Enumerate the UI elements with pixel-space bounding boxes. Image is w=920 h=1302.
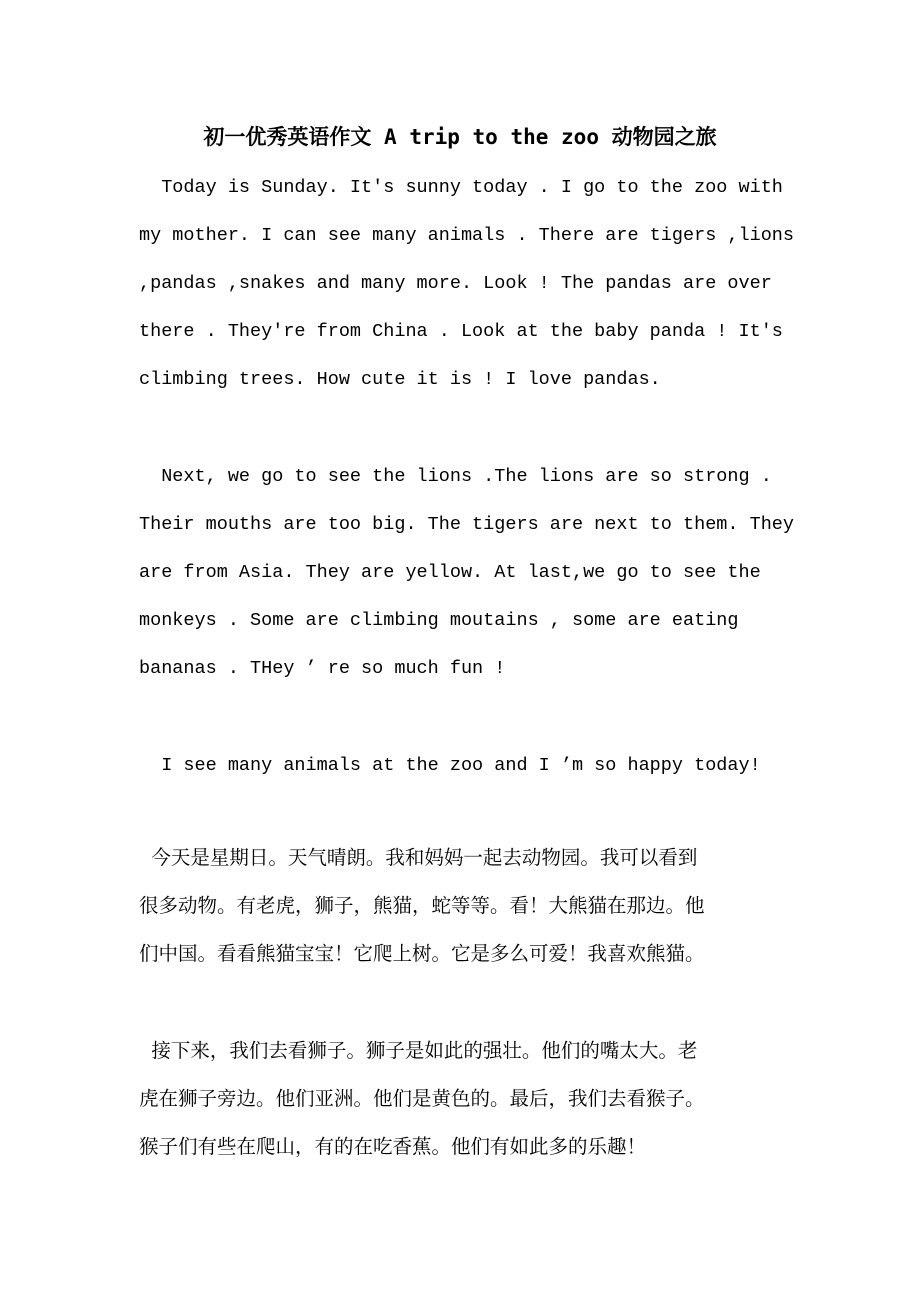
paragraph-line: Today is Sunday. It's sunny today . I go to the zoo with: [139, 177, 783, 198]
paragraph-line: ,pandas ,snakes and many more. Look ! The pandas are over: [139, 273, 772, 294]
paragraph-line: 接下来，我们去看狮子。狮子是如此的强壮。他们的嘴太大。老: [139, 1039, 698, 1062]
paragraph-line: bananas . THey ’ re so much fun !: [139, 658, 506, 679]
paragraph-line: climbing trees. How cute it is ! I love pandas.: [139, 369, 661, 390]
paragraph-line: 很多动物。有老虎，狮子，熊猫，蛇等等。看！大熊猫在那边。他: [139, 894, 705, 917]
paragraph-line: 虎在狮子旁边。他们亚洲。他们是黄色的。最后，我们去看猴子。: [139, 1087, 705, 1110]
paragraph-line: there . They're from China . Look at the baby panda ! It's: [139, 321, 783, 342]
document-title: 初一优秀英语作文 A trip to the zoo 动物园之旅: [203, 125, 717, 149]
paragraph-line: are from Asia. They are yellow. At last,we go to see the: [139, 562, 761, 583]
paragraph-line: 猴子们有些在爬山，有的在吃香蕉。他们有如此多的乐趣！: [139, 1135, 647, 1158]
paragraph-line: Next, we go to see the lions .The lions are so strong .: [139, 466, 772, 487]
paragraph-line: my mother. I can see many animals . There are tigers ,lions: [139, 225, 795, 246]
paragraph-line: monkeys . Some are climbing moutains , some are eating: [139, 610, 739, 631]
paragraph-line: 们中国。看看熊猫宝宝！它爬上树。它是多么可爱！我喜欢熊猫。: [139, 942, 705, 965]
paragraph-line: Their mouths are too big. The tigers are next to them. They: [139, 514, 795, 535]
paragraph-line: 今天是星期日。天气晴朗。我和妈妈一起去动物园。我可以看到: [139, 846, 698, 869]
paragraph-line: I see many animals at the zoo and I ’m so happy today!: [139, 755, 761, 776]
